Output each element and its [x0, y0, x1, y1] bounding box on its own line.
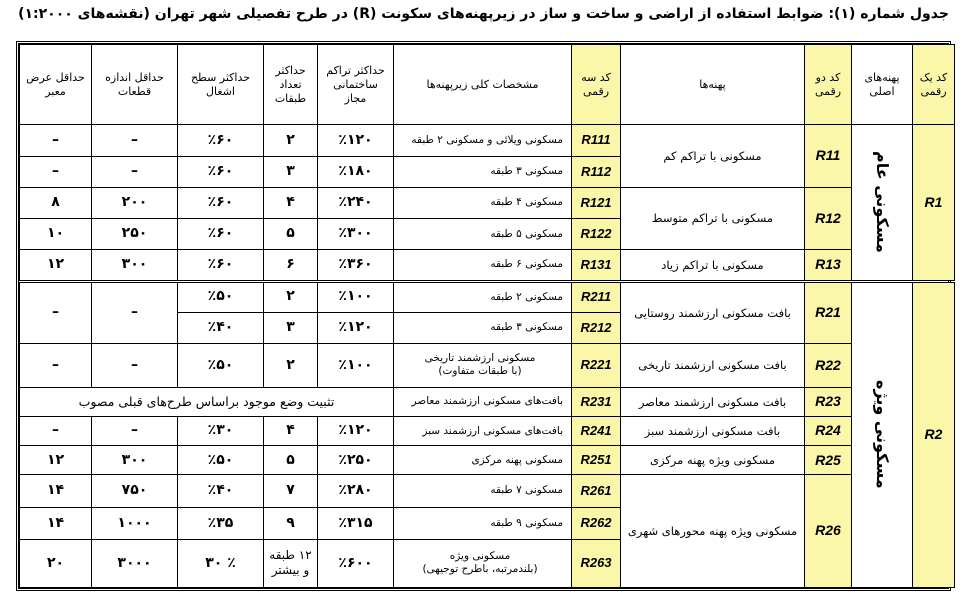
header-spec: مشخصات کلی زیرپهنه‌ها	[394, 45, 572, 125]
floors-cell: ۹	[264, 507, 318, 539]
table-row	[20, 187, 955, 218]
occupancy-cell: ٪۶۰	[178, 125, 264, 156]
code2-cell: R21	[805, 281, 852, 344]
plot-cell: –	[92, 417, 178, 446]
header-main-zones: پهنه‌های اصلی	[852, 45, 913, 125]
zone-cell: مسکونی ویژه پهنه محورهای شهری	[621, 475, 805, 588]
occupancy-cell: ٪ ۳۰	[178, 539, 264, 587]
spec-note: (با طبقات متفاوت)	[438, 365, 522, 378]
table-row	[20, 417, 955, 446]
table-row	[20, 281, 955, 312]
street-cell: ۱۰	[20, 219, 92, 250]
code3-cell: R211	[572, 281, 621, 312]
plot-cell: ۷۵۰	[92, 475, 178, 507]
code2-cell: R25	[805, 446, 852, 475]
code3-cell: R111	[572, 125, 621, 156]
header-code2: کد دو رقمی	[805, 45, 852, 125]
header-plot: حداقل اندازه قطعات	[92, 45, 178, 125]
code3-cell: R131	[572, 250, 621, 281]
spec-cell: مسکونی ۳ طبقه	[394, 312, 572, 343]
header-code3: کد سه رقمی	[572, 45, 621, 125]
plot-cell: ۲۵۰	[92, 219, 178, 250]
density-cell: ٪۱۸۰	[318, 156, 394, 187]
spec-cell: مسکونی ۴ طبقه	[394, 187, 572, 218]
zone-cell: بافت مسکونی ارزشمند روستایی	[621, 281, 805, 344]
occupancy-cell: ٪۶۰	[178, 219, 264, 250]
zone-cell: مسکونی با تراکم زیاد	[621, 250, 805, 281]
street-cell: –	[20, 156, 92, 187]
spec-text: مسکونی ویژه	[449, 550, 511, 563]
spec-note: (بلندمرتبه، باطرح توجیهی)	[422, 563, 538, 576]
spec-cell: مسکونی ۲ طبقه	[394, 281, 572, 312]
zone-cell: مسکونی با تراکم کم	[621, 125, 805, 188]
table-title: جدول شماره (۱): ضوابط استفاده از اراضی و ساخت و ساز در زیرپهنه‌های سکونت (R) در طرح تفصیلی شهر تهران (نقشه‌های ۱:۲۰۰۰)	[18, 6, 949, 22]
code2-cell: R24	[805, 417, 852, 446]
spec-cell: مسکونی پهنه مرکزی	[394, 446, 572, 475]
density-cell: ٪۱۲۰	[318, 312, 394, 343]
street-cell: –	[20, 281, 92, 344]
plot-cell: ۳۰۰	[92, 250, 178, 281]
occupancy-cell: ٪۳۰	[178, 417, 264, 446]
header-row	[20, 45, 955, 125]
code3-cell: R262	[572, 507, 621, 539]
zone-cell: مسکونی با تراکم متوسط	[621, 187, 805, 250]
plot-cell: ۲۰۰	[92, 187, 178, 218]
table-row	[20, 387, 955, 416]
plot-cell: –	[92, 125, 178, 156]
street-cell: ۲۰	[20, 539, 92, 587]
density-cell: ٪۱۲۰	[318, 417, 394, 446]
spec-cell	[394, 539, 572, 587]
street-cell: ۸	[20, 187, 92, 218]
floors-cell: ۶	[264, 250, 318, 281]
code3-cell: R241	[572, 417, 621, 446]
header-density: حداکثر تراکم ساختمانی مجاز	[318, 45, 394, 125]
header-zones: پهنه‌ها	[621, 45, 805, 125]
regulations-table-frame	[16, 41, 951, 591]
code3-cell: R121	[572, 187, 621, 218]
spec-text: مسکونی ارزشمند تاریخی	[424, 352, 536, 365]
code1-cell: R1	[913, 125, 955, 281]
spec-cell: مسکونی ۹ طبقه	[394, 507, 572, 539]
table-row	[20, 344, 955, 388]
density-cell: ٪۱۰۰	[318, 281, 394, 312]
floors-cell: ۲	[264, 281, 318, 312]
zone-cell: بافت مسکونی ارزشمند تاریخی	[621, 344, 805, 388]
regulations-table	[19, 44, 955, 588]
plot-cell: –	[92, 156, 178, 187]
floors-cell: ۱۲ طبقه و بیشتر	[264, 539, 318, 587]
plot-cell: –	[92, 344, 178, 388]
plot-cell: ۳۰۰۰	[92, 539, 178, 587]
zone-cell: مسکونی ویژه پهنه مرکزی	[621, 446, 805, 475]
code2-cell: R26	[805, 475, 852, 588]
spec-cell: مسکونی ۷ طبقه	[394, 475, 572, 507]
zone-cell: بافت مسکونی ارزشمند معاصر	[621, 387, 805, 416]
code2-cell: R12	[805, 187, 852, 250]
street-cell: ۱۲	[20, 250, 92, 281]
code2-cell: R11	[805, 125, 852, 188]
floors-cell: ۲	[264, 344, 318, 388]
occupancy-cell: ٪۵۰	[178, 446, 264, 475]
header-floors: حداکثر تعداد طبقات	[264, 45, 318, 125]
floors-cell: ۳	[264, 156, 318, 187]
plot-cell: ۳۰۰	[92, 446, 178, 475]
floors-cell: ۳	[264, 312, 318, 343]
density-cell: ٪۱۰۰	[318, 344, 394, 388]
street-cell: –	[20, 417, 92, 446]
zone-cell: بافت مسکونی ارزشمند سبز	[621, 417, 805, 446]
table-row	[20, 250, 955, 281]
density-cell: ٪۲۸۰	[318, 475, 394, 507]
density-cell: ٪۱۲۰	[318, 125, 394, 156]
street-cell: ۱۴	[20, 507, 92, 539]
occupancy-cell: ٪۵۰	[178, 281, 264, 312]
occupancy-cell: ٪۳۵	[178, 507, 264, 539]
occupancy-cell: ٪۵۰	[178, 344, 264, 388]
code1-cell: R2	[913, 281, 955, 587]
density-cell: ٪۳۱۵	[318, 507, 394, 539]
occupancy-cell: ٪۴۰	[178, 475, 264, 507]
occupancy-cell: ٪۴۰	[178, 312, 264, 343]
occupancy-cell: ٪۶۰	[178, 250, 264, 281]
street-cell: –	[20, 344, 92, 388]
spec-cell: بافت‌های مسکونی ارزشمند معاصر	[394, 387, 572, 416]
density-cell: ٪۲۴۰	[318, 187, 394, 218]
street-cell: ۱۲	[20, 446, 92, 475]
main-zone-cell: مسکونی ویژه	[852, 281, 913, 587]
code3-cell: R251	[572, 446, 621, 475]
table-row	[20, 125, 955, 156]
header-street: حداقل عرض معبر	[20, 45, 92, 125]
code2-cell: R22	[805, 344, 852, 388]
spec-cell: بافت‌های مسکونی ارزشمند سبز	[394, 417, 572, 446]
code3-cell: R122	[572, 219, 621, 250]
floors-cell: ۲	[264, 125, 318, 156]
street-cell: –	[20, 125, 92, 156]
code3-cell: R231	[572, 387, 621, 416]
floors-cell: ۷	[264, 475, 318, 507]
main-zone-cell: مسکونی عام	[852, 125, 913, 281]
density-cell: ٪۳۶۰	[318, 250, 394, 281]
code2-cell: R13	[805, 250, 852, 281]
density-cell: ٪۲۵۰	[318, 446, 394, 475]
table-row	[20, 475, 955, 507]
street-cell: ۱۴	[20, 475, 92, 507]
header-code1: کد یک رقمی	[913, 45, 955, 125]
occupancy-cell: ٪۶۰	[178, 156, 264, 187]
density-cell: ٪۳۰۰	[318, 219, 394, 250]
code3-cell: R263	[572, 539, 621, 587]
floors-cell: ۵	[264, 219, 318, 250]
spec-cell: مسکونی ۳ طبقه	[394, 156, 572, 187]
floors-cell: ۴	[264, 187, 318, 218]
plot-cell: ۱۰۰۰	[92, 507, 178, 539]
merged-note-cell: تثبیت وضع موجود براساس طرح‌های قبلی مصوب	[20, 387, 394, 416]
spec-cell: مسکونی ۶ طبقه	[394, 250, 572, 281]
code2-cell: R23	[805, 387, 852, 416]
code3-cell: R112	[572, 156, 621, 187]
table-row	[20, 446, 955, 475]
spec-cell: مسکونی ۵ طبقه	[394, 219, 572, 250]
spec-cell	[394, 344, 572, 388]
floors-cell: ۴	[264, 417, 318, 446]
code3-cell: R221	[572, 344, 621, 388]
density-cell: ٪۶۰۰	[318, 539, 394, 587]
floors-cell: ۵	[264, 446, 318, 475]
plot-cell: –	[92, 281, 178, 344]
code3-cell: R261	[572, 475, 621, 507]
spec-cell: مسکونی ویلائی و مسکونی ۲ طبقه	[394, 125, 572, 156]
header-occupancy: حداکثر سطح اشغال	[178, 45, 264, 125]
occupancy-cell: ٪۶۰	[178, 187, 264, 218]
code3-cell: R212	[572, 312, 621, 343]
